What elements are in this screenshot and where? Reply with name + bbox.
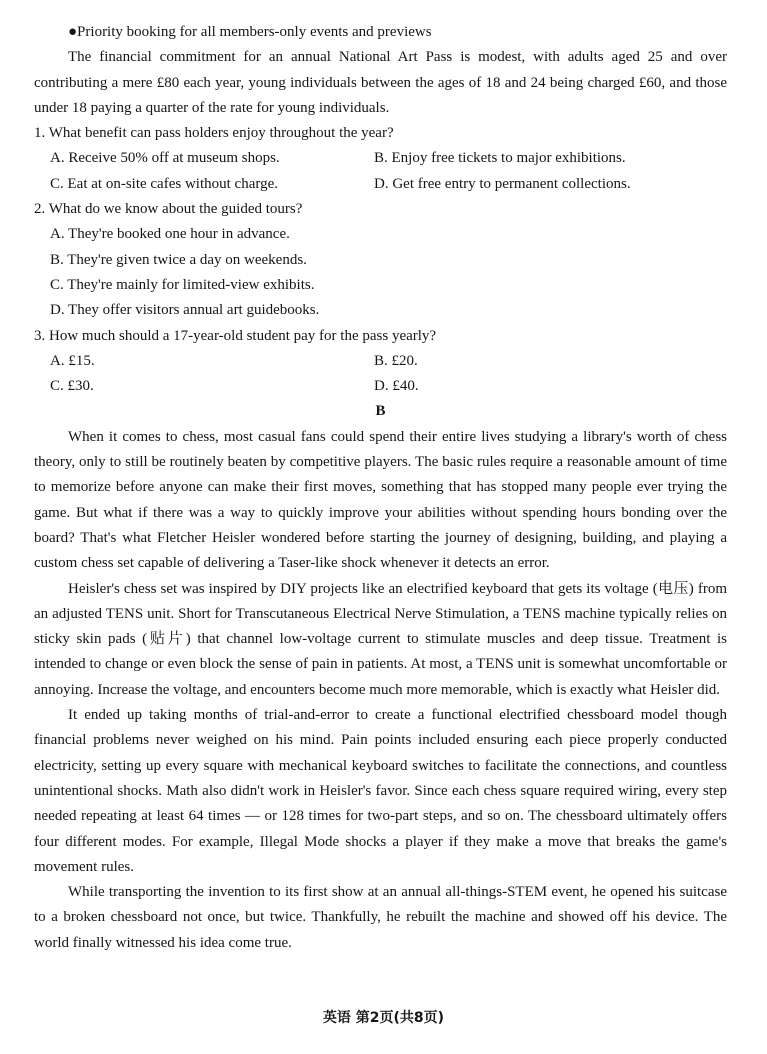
q3-option-c: C. £30. xyxy=(50,378,94,395)
question-2 xyxy=(34,197,727,323)
passage-paragraph-2: Heisler's chess set was inspired by DIY projects like an electrified keyboard that gets its voltage (电压) from an adjusted TENS unit. Short for Transcutaneous Electrical Nerve Stimulation, a TENS machine typically relies on sticky skin pads (贴片) that channel low-voltage current to stimulate muscles and deep tissue. Treatment is intended to change or even block the sense of pain in patients. At most, a TENS unit is somewhat uncomfortable or annoying. Increase the voltage, and encounters become much more memorable, which is exactly what Heisler did. xyxy=(34,580,727,698)
question-1-text: 1. What benefit can pass holders enjoy throughout the year? xyxy=(34,125,394,142)
q3-option-d: D. £40. xyxy=(374,378,419,395)
q1-option-a: A. Receive 50% off at museum shops. xyxy=(50,150,280,167)
passage-paragraph-4: While transporting the invention to its first show at an annual all-things-STEM event, he opened his suitcase to a broken chessboard not once, but twice. Thankfully, he rebuilt the machine and showed off his device. The world finally witnessed his idea come true. xyxy=(34,884,727,951)
q2-option-d: D. They offer visitors annual art guidebooks. xyxy=(50,302,320,319)
question-3-text: 3. How much should a 17-year-old student pay for the pass yearly? xyxy=(34,327,437,344)
page-footer: 英语 第2页(共8页) xyxy=(322,1010,445,1026)
q3-option-a: A. £15. xyxy=(50,352,95,369)
q1-option-b: B. Enjoy free tickets to major exhibitions. xyxy=(374,150,626,167)
passage-paragraph-1: When it comes to chess, most casual fans could spend their entire lives studying a library's worth of chess theory, only to still be routinely beaten by competitive players. The basic rules require a reasonable amount of time to memorize before anyone can make their first moves, something that has stopped many people ever trying the game. But what if there was a way to quickly improve your abilities without spending hours bonding over the board? That's what Fletcher Heisler wondered before starting the journey of designing, building, and playing a custom chess set capable of delivering a Taser-like shock whenever it detects an error. xyxy=(34,428,727,572)
passage-paragraph-3: It ended up taking months of trial-and-error to create a functional electrified chessboard model though financial problems never weighed on his mind. Pain points included ensuring each piece properly conducted electricity, setting up every square with mechanical keyboard switches to facilitate the connections, and countless unintentional shocks. Math also didn't work in Heisler's favor. Since each chess square required wiring, every step needed repeating at least 64 times — or 128 times for two-part steps, and so on. The chessboard ultimately offers four different modes. For example, Illegal Mode shocks a player if they make a move that breaks the game's movement rules. xyxy=(34,707,727,875)
q2-option-b: B. They're given twice a day on weekends. xyxy=(50,251,307,268)
q3-option-b: B. £20. xyxy=(374,352,418,369)
q1-option-c: C. Eat at on-site cafes without charge. xyxy=(50,175,278,192)
intro-bullet: ●Priority booking for all members-only events and previews xyxy=(68,24,432,40)
question-1 xyxy=(34,121,727,197)
question-2-text: 2. What do we know about the guided tours? xyxy=(34,201,303,218)
q1-option-d: D. Get free entry to permanent collections. xyxy=(374,175,631,192)
intro-paragraph: The financial commitment for an annual National Art Pass is modest, with adults aged 25 and over contributing a mere £80 each year, young individuals between the ages of 18 and 24 being charged £60, and those under 18 paying a quarter of the rate for young individuals. xyxy=(34,49,727,116)
question-3 xyxy=(34,324,727,400)
section-heading: B xyxy=(375,403,386,420)
q2-option-c: C. They're mainly for limited-view exhibits. xyxy=(50,276,315,293)
q2-option-a: A. They're booked one hour in advance. xyxy=(50,226,290,243)
